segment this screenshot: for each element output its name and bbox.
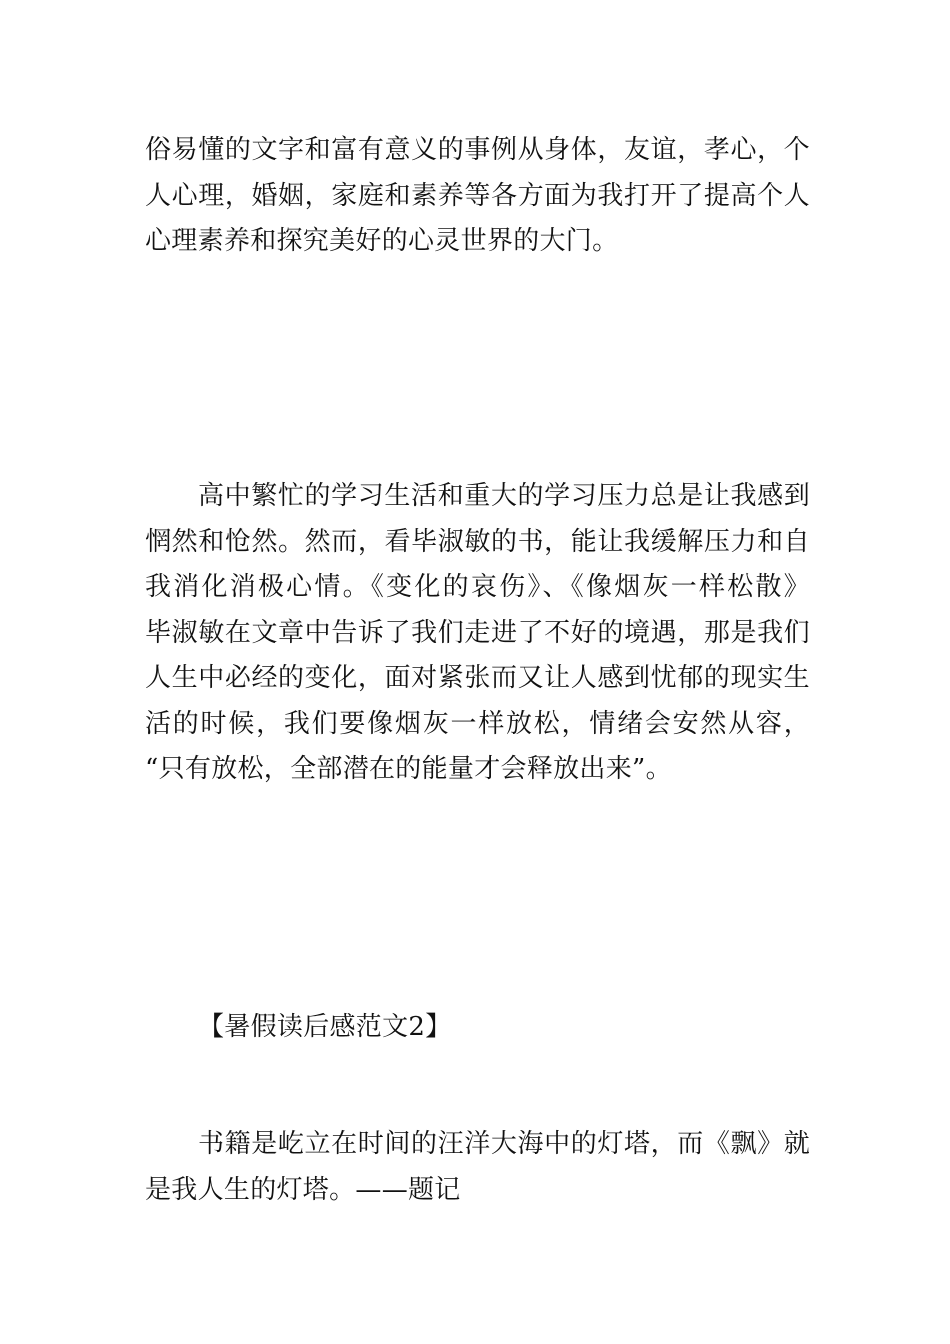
- text-line: 惘然和怆然。然而，看毕淑敏的书，能让我缓解压力和自: [145, 526, 810, 557]
- text-line: 高中繁忙的学习生活和重大的学习压力总是让我感到: [198, 481, 810, 511]
- text-line: “只有放松，全部潜在的能量才会释放出来”。: [145, 754, 672, 784]
- text-line: 人生中必经的变化，面对紧张而又让人感到忧郁的现实生: [145, 663, 810, 693]
- paragraph-stress-relief: [145, 474, 810, 793]
- section-heading: [145, 1005, 810, 1051]
- paragraph-continued: [145, 128, 810, 265]
- text-line: 心理素养和探究美好的心灵世界的大门。: [145, 226, 619, 256]
- text-line: 俗易懂的文字和富有意义的事例从身体，友谊，孝心，个: [145, 135, 810, 165]
- text-line: 是我人生的灯塔。——题记: [145, 1174, 461, 1205]
- text-line: 我消化消极心情。《变化的哀伤》、《像烟灰一样松散》: [145, 572, 810, 602]
- text-line: 书籍是屹立在时间的汪洋大海中的灯塔，而《飘》就: [198, 1129, 810, 1159]
- text-line: 毕淑敏在文章中告诉了我们走进了不好的境遇，那是我们: [145, 617, 810, 648]
- section-heading-text: 【暑假读后感范文2】: [198, 1012, 452, 1042]
- text-line: 人心理，婚姻，家庭和素养等各方面为我打开了提高个人: [145, 180, 810, 211]
- paragraph-epigraph: [145, 1122, 810, 1213]
- text-line: 活的时候，我们要像烟灰一样放松，情绪会安然从容，: [145, 708, 810, 739]
